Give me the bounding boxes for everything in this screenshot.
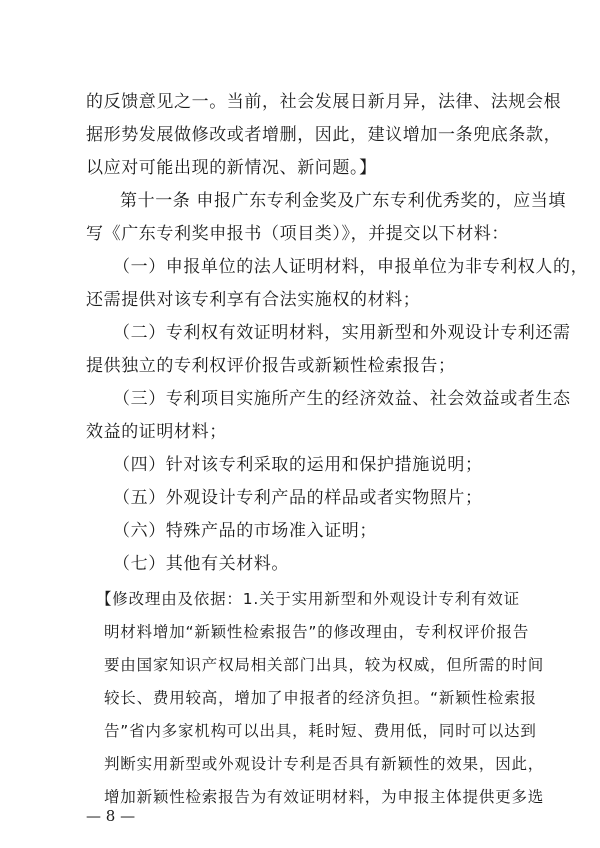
note-line-3: 要由国家知识产权局相关部门出具，较为权威，但所需的时间 xyxy=(104,656,545,674)
article-item-6: （六）特殊产品的市场准入证明； xyxy=(113,521,377,541)
intro-line-2: 据形势发展做修改或者增删，因此，建议增加一条兜底条款， xyxy=(86,125,562,145)
note-line-5: 告”省内多家机构可以出具，耗时短、费用低，同时可以达到 xyxy=(104,722,537,740)
article-item-2-line-2: 提供独立的专利权评价报告或新颖性检索报告； xyxy=(86,356,456,376)
article-item-3-line-2: 效益的证明材料； xyxy=(86,422,227,442)
note-line-1: 【修改理由及依据：1.关于实用新型和外观设计专利有效证 xyxy=(96,590,520,608)
article-item-7: （七）其他有关材料。 xyxy=(113,554,289,574)
intro-line-3: 以应对可能出现的新情况、新问题。】 xyxy=(86,158,377,178)
article-item-5: （五）外观设计专利产品的样品或者实物照片； xyxy=(113,488,483,508)
article-item-1-line-1: （一）申报单位的法人证明材料，申报单位为非专利权人的， xyxy=(113,257,589,277)
article-heading-line-2: 写《广东专利奖申报书（项目类）》，并提交以下材料： xyxy=(86,224,509,244)
note-line-6: 判断实用新型或外观设计专利是否具有新颖性的效果，因此， xyxy=(104,755,545,773)
note-line-4: 较长、费用较高，增加了申报者的经济负担。“新颖性检索报 xyxy=(104,689,537,707)
article-heading-line-1: 第十一条 申报广东专利金奖及广东专利优秀奖的，应当填 xyxy=(120,191,567,211)
note-line-2: 明材料增加“新颖性检索报告”的修改理由，专利权评价报告 xyxy=(104,623,530,641)
article-item-3-line-1: （三）专利项目实施所产生的经济效益、社会效益或者生态 xyxy=(113,389,571,409)
note-line-7: 增加新颖性检索报告为有效证明材料，为申报主体提供更多选 xyxy=(104,788,545,806)
article-item-4: （四）针对该专利采取的运用和保护措施说明； xyxy=(113,455,483,475)
article-item-1-line-2: 还需提供对该专利享有合法实施权的材料； xyxy=(86,290,421,310)
intro-line-1: 的反馈意见之一。当前，社会发展日新月异，法律、法规会根 xyxy=(86,92,562,112)
page-number: — 8 — xyxy=(86,807,136,825)
article-item-2-line-1: （二）专利权有效证明材料，实用新型和外观设计专利还需 xyxy=(113,323,571,343)
